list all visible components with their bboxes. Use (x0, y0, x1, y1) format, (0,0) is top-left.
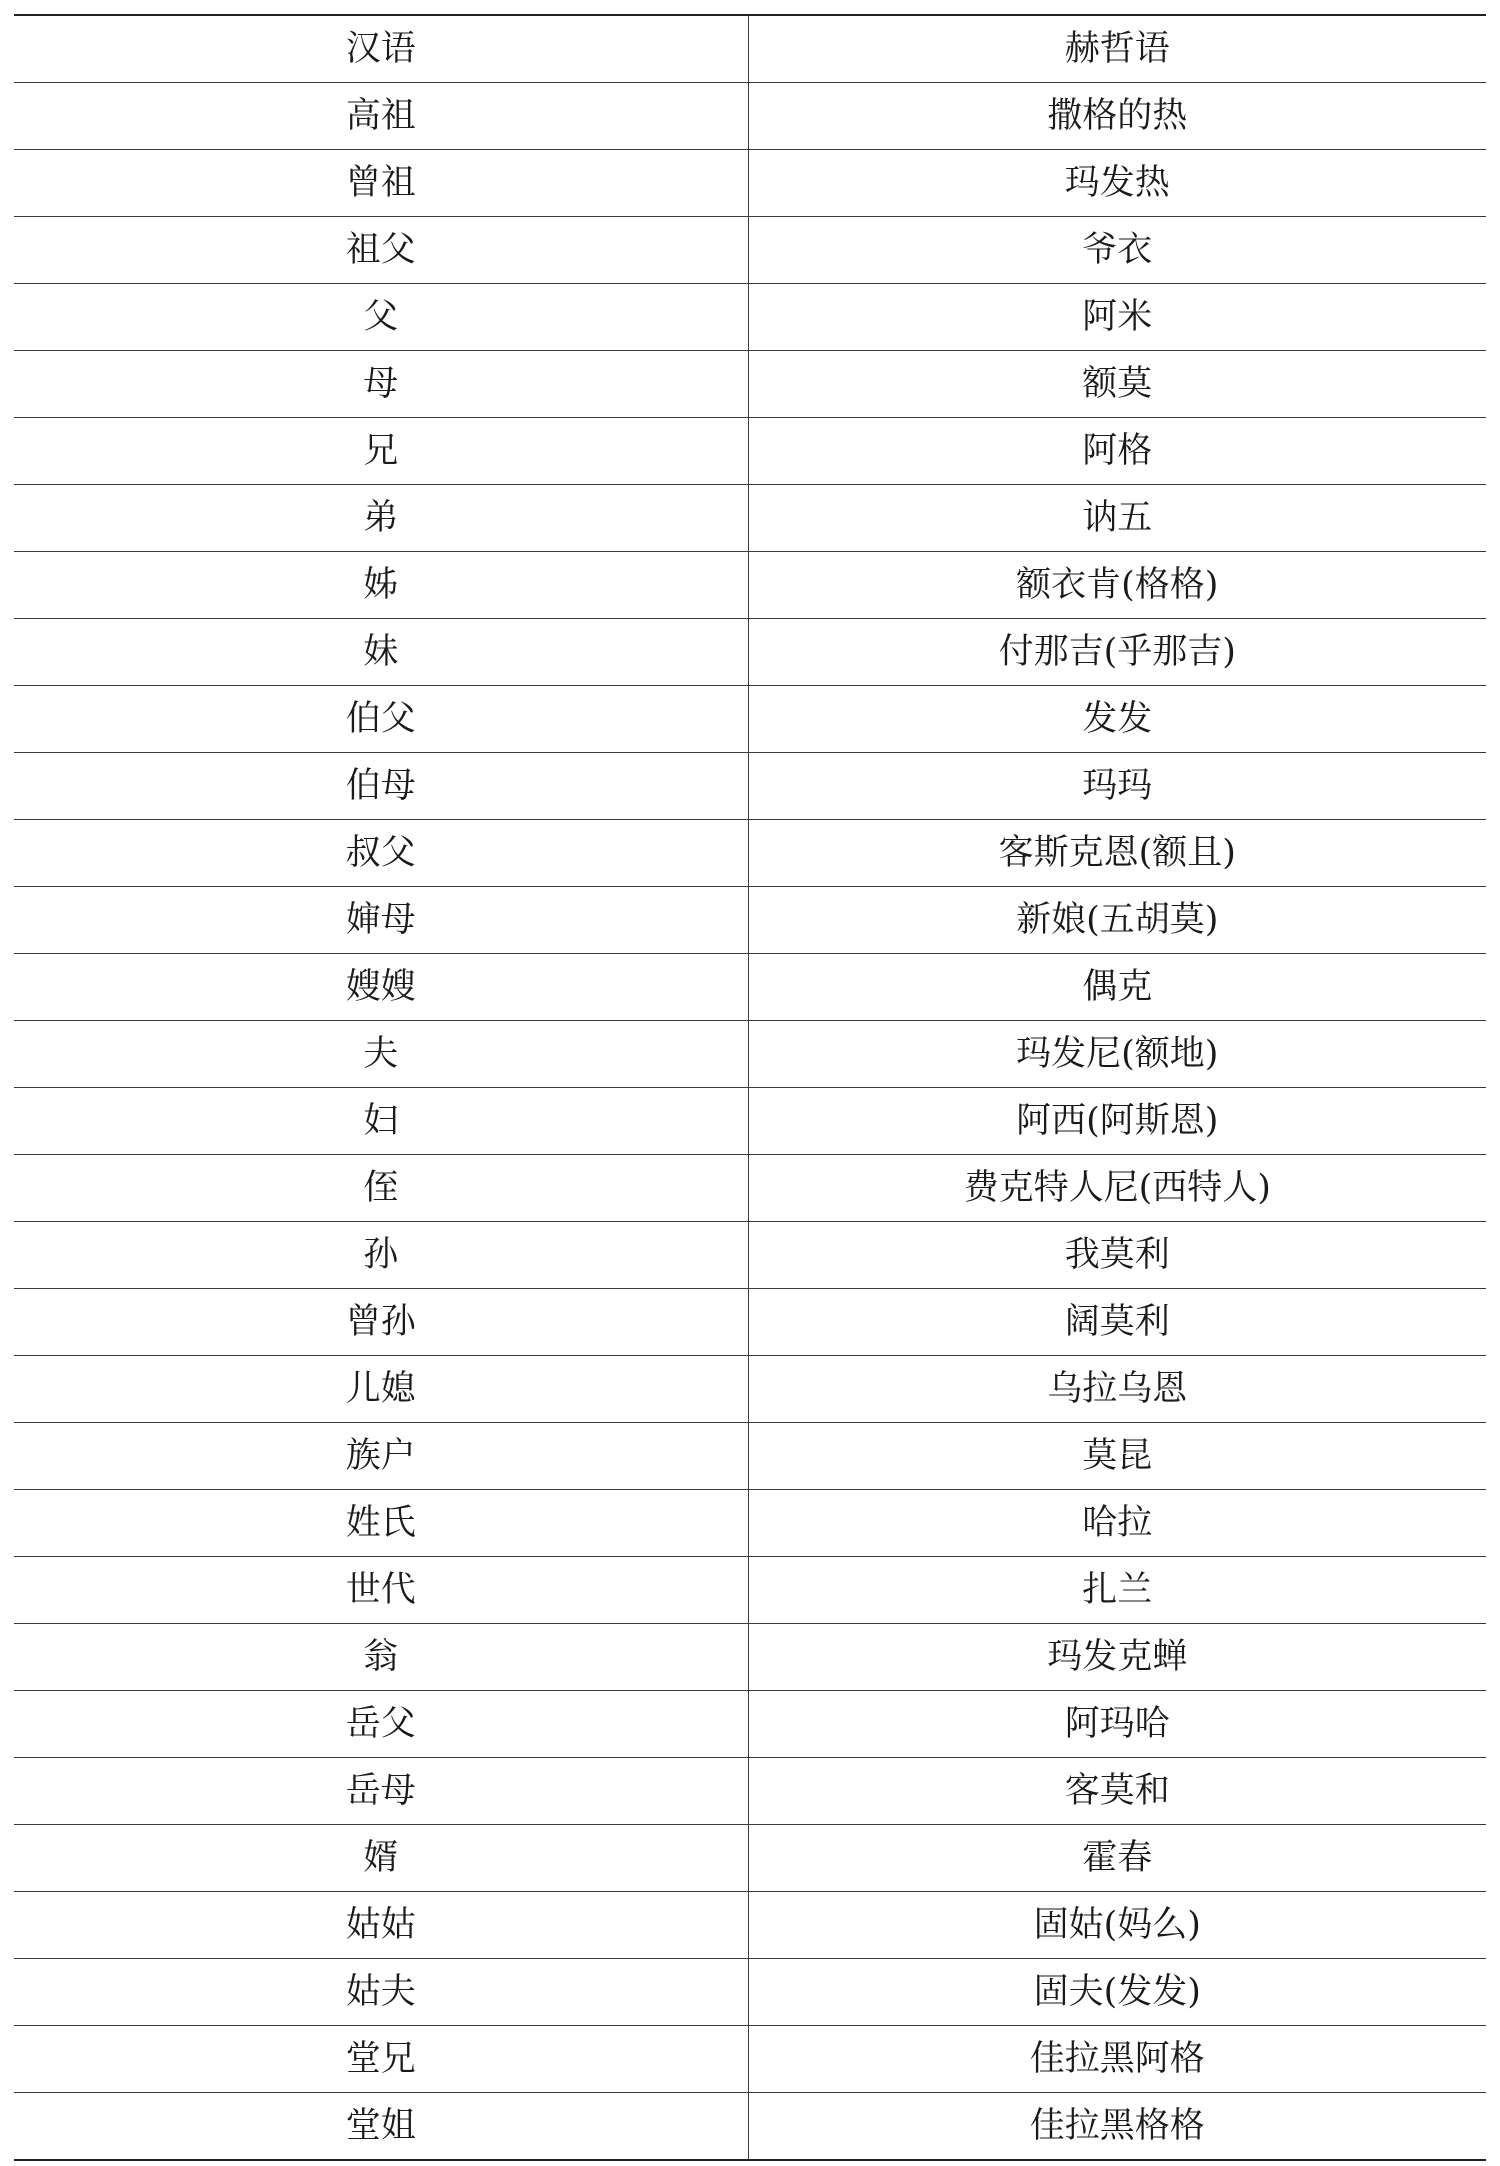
table-row (14, 1021, 1486, 1088)
table-row (14, 1222, 1486, 1289)
cell-hezhen-term: 我莫利 (748, 1222, 1486, 1289)
table-row (14, 1088, 1486, 1155)
cell-hezhen-term: 玛发热 (748, 150, 1486, 217)
cell-chinese-term: 姊 (14, 552, 748, 619)
cell-chinese-term: 伯父 (14, 686, 748, 753)
cell-chinese-term: 父 (14, 284, 748, 351)
kinship-terms-table (14, 14, 1486, 2161)
cell-chinese-term: 姑姑 (14, 1892, 748, 1959)
cell-hezhen-term: 客莫和 (748, 1758, 1486, 1825)
cell-chinese-term: 妹 (14, 619, 748, 686)
table-row (14, 150, 1486, 217)
cell-chinese-term: 叔父 (14, 820, 748, 887)
cell-chinese-term: 姓氏 (14, 1490, 748, 1557)
cell-hezhen-term: 莫昆 (748, 1423, 1486, 1490)
cell-chinese-term: 曾孙 (14, 1289, 748, 1356)
header-chinese: 汉语 (14, 15, 748, 83)
cell-hezhen-term: 固夫(发发) (748, 1959, 1486, 2026)
cell-hezhen-term: 讷五 (748, 485, 1486, 552)
table-row (14, 485, 1486, 552)
cell-chinese-term: 孙 (14, 1222, 748, 1289)
table-row (14, 217, 1486, 284)
cell-chinese-term: 妇 (14, 1088, 748, 1155)
table-row (14, 619, 1486, 686)
table-row (14, 954, 1486, 1021)
table-row (14, 887, 1486, 954)
kinship-terms-table-container (14, 14, 1486, 2161)
table-row (14, 351, 1486, 418)
cell-hezhen-term: 扎兰 (748, 1557, 1486, 1624)
cell-chinese-term: 岳父 (14, 1691, 748, 1758)
cell-chinese-term: 曾祖 (14, 150, 748, 217)
table-row (14, 1557, 1486, 1624)
cell-chinese-term: 嫂嫂 (14, 954, 748, 1021)
cell-chinese-term: 婿 (14, 1825, 748, 1892)
cell-chinese-term: 姑夫 (14, 1959, 748, 2026)
cell-hezhen-term: 玛玛 (748, 753, 1486, 820)
cell-hezhen-term: 客斯克恩(额且) (748, 820, 1486, 887)
cell-chinese-term: 堂姐 (14, 2093, 748, 2161)
table-row (14, 1490, 1486, 1557)
table-row (14, 284, 1486, 351)
cell-chinese-term: 儿媳 (14, 1356, 748, 1423)
header-hezhen: 赫哲语 (748, 15, 1486, 83)
table-row (14, 2093, 1486, 2161)
table-row (14, 753, 1486, 820)
cell-chinese-term: 婶母 (14, 887, 748, 954)
cell-chinese-term: 祖父 (14, 217, 748, 284)
table-row (14, 1155, 1486, 1222)
cell-chinese-term: 弟 (14, 485, 748, 552)
cell-hezhen-term: 玛发尼(额地) (748, 1021, 1486, 1088)
table-row (14, 1758, 1486, 1825)
cell-chinese-term: 兄 (14, 418, 748, 485)
cell-hezhen-term: 新娘(五胡莫) (748, 887, 1486, 954)
cell-chinese-term: 夫 (14, 1021, 748, 1088)
table-row (14, 1892, 1486, 1959)
cell-hezhen-term: 阿格 (748, 418, 1486, 485)
cell-hezhen-term: 偶克 (748, 954, 1486, 1021)
cell-hezhen-term: 付那吉(乎那吉) (748, 619, 1486, 686)
cell-hezhen-term: 佳拉黑阿格 (748, 2026, 1486, 2093)
cell-chinese-term: 翁 (14, 1624, 748, 1691)
table-row (14, 1691, 1486, 1758)
table-body (14, 83, 1486, 2161)
table-row (14, 1959, 1486, 2026)
table-row (14, 820, 1486, 887)
cell-hezhen-term: 阔莫利 (748, 1289, 1486, 1356)
cell-hezhen-term: 玛发克蝉 (748, 1624, 1486, 1691)
cell-chinese-term: 堂兄 (14, 2026, 748, 2093)
table-row (14, 1624, 1486, 1691)
cell-hezhen-term: 阿玛哈 (748, 1691, 1486, 1758)
cell-hezhen-term: 乌拉乌恩 (748, 1356, 1486, 1423)
cell-hezhen-term: 固姑(妈么) (748, 1892, 1486, 1959)
cell-hezhen-term: 爷衣 (748, 217, 1486, 284)
cell-chinese-term: 母 (14, 351, 748, 418)
table-row (14, 418, 1486, 485)
table-row (14, 1825, 1486, 1892)
cell-hezhen-term: 额衣肯(格格) (748, 552, 1486, 619)
cell-chinese-term: 世代 (14, 1557, 748, 1624)
table-row (14, 1423, 1486, 1490)
table-header-row (14, 15, 1486, 83)
cell-chinese-term: 伯母 (14, 753, 748, 820)
table-row (14, 2026, 1486, 2093)
cell-hezhen-term: 阿米 (748, 284, 1486, 351)
cell-hezhen-term: 费克特人尼(西特人) (748, 1155, 1486, 1222)
cell-hezhen-term: 撒格的热 (748, 83, 1486, 150)
cell-chinese-term: 高祖 (14, 83, 748, 150)
table-row (14, 686, 1486, 753)
cell-hezhen-term: 佳拉黑格格 (748, 2093, 1486, 2161)
cell-chinese-term: 岳母 (14, 1758, 748, 1825)
table-row (14, 1356, 1486, 1423)
cell-chinese-term: 族户 (14, 1423, 748, 1490)
table-row (14, 83, 1486, 150)
table-row (14, 1289, 1486, 1356)
cell-hezhen-term: 发发 (748, 686, 1486, 753)
cell-hezhen-term: 霍春 (748, 1825, 1486, 1892)
cell-hezhen-term: 额莫 (748, 351, 1486, 418)
table-row (14, 552, 1486, 619)
cell-hezhen-term: 哈拉 (748, 1490, 1486, 1557)
cell-hezhen-term: 阿西(阿斯恩) (748, 1088, 1486, 1155)
cell-chinese-term: 侄 (14, 1155, 748, 1222)
